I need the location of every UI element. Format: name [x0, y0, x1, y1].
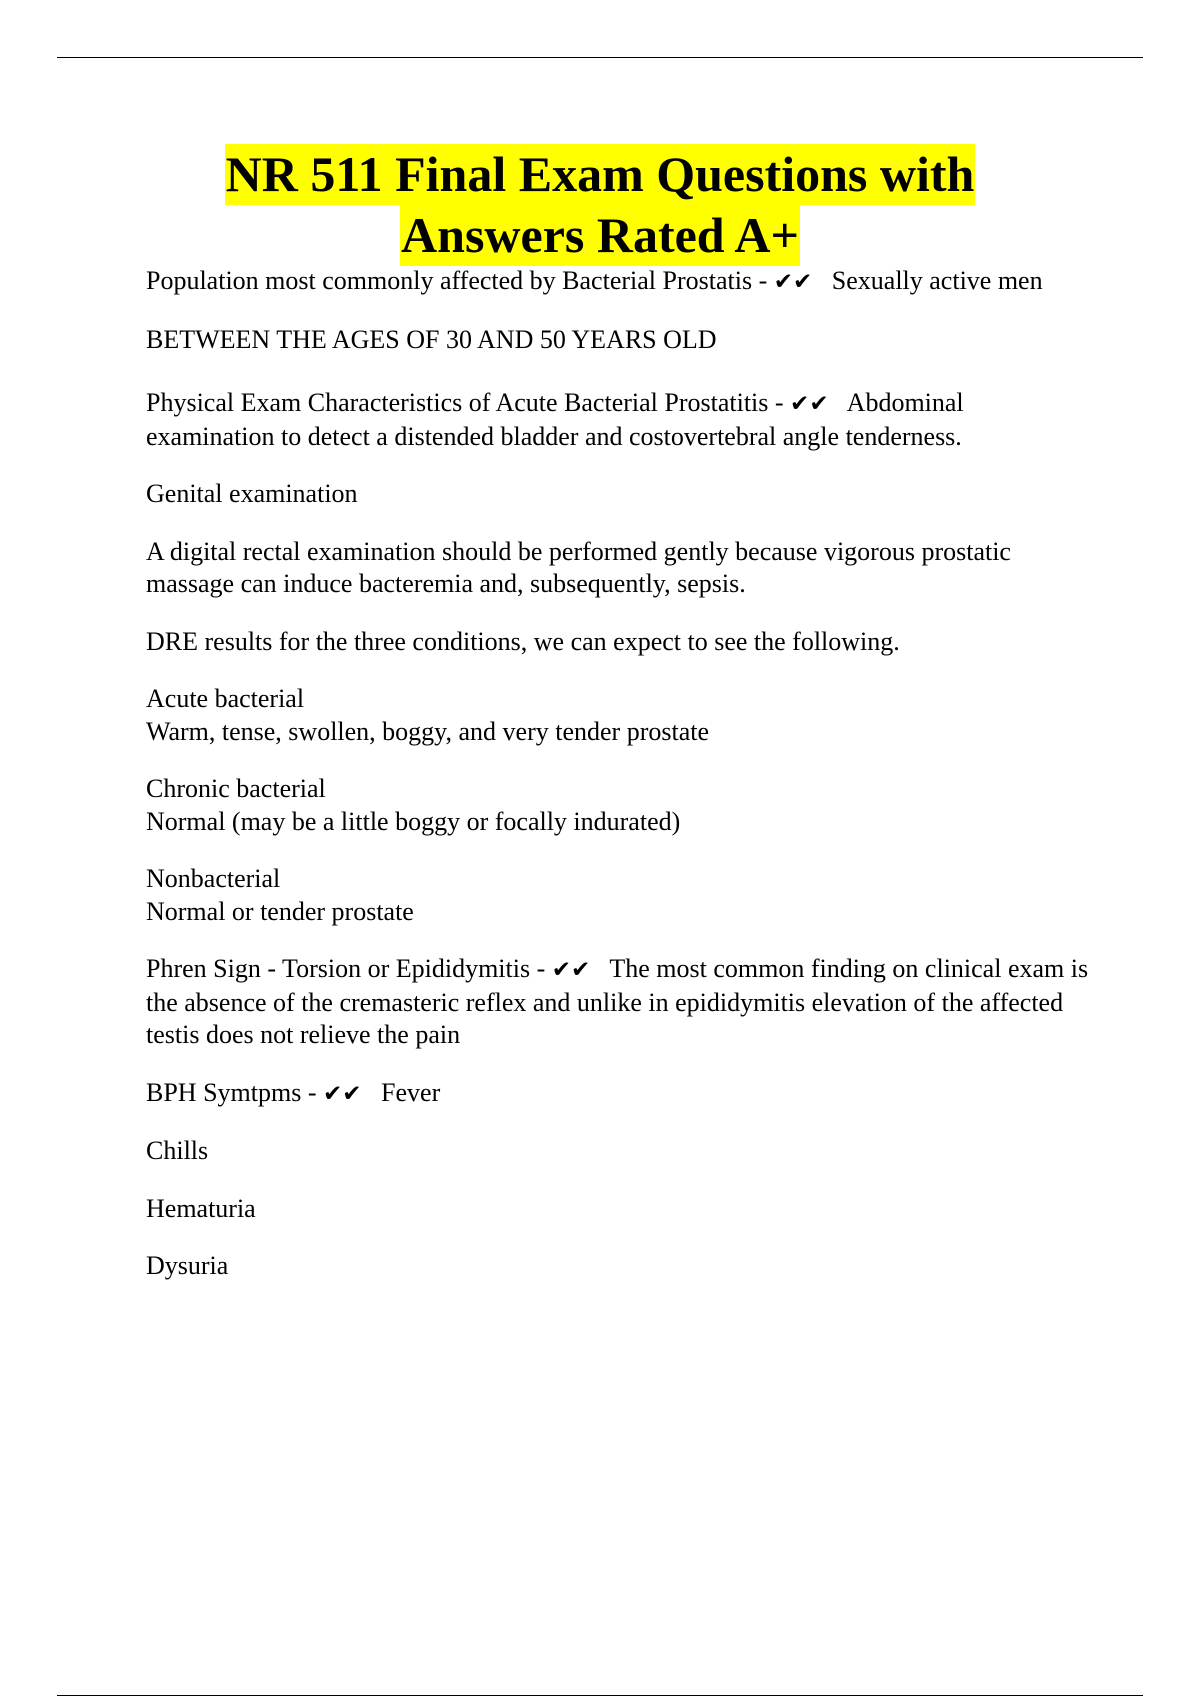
- answer-text: Abdominal examination to detect a distended bladder and costovertebral angle tenderness.: [146, 388, 971, 451]
- condition-name: Acute bacterial: [146, 684, 305, 713]
- condition-chronic: [146, 773, 1096, 838]
- symptom-item: Dysuria: [146, 1251, 229, 1280]
- document-body: [146, 265, 1096, 1283]
- document-title: [0, 144, 1200, 266]
- symptom-item: Chills: [146, 1136, 209, 1165]
- qa-entry-phren-sign: [146, 953, 1096, 1052]
- condition-name: Nonbacterial: [146, 864, 281, 893]
- title-line-1: NR 511 Final Exam Questions with: [225, 144, 976, 205]
- question-text: Phren Sign - Torsion or Epididymitis -: [146, 954, 546, 983]
- title-line-2: Answers Rated A+: [400, 205, 800, 266]
- answer-text: The most common finding on clinical exam is the absence of the cremasteric reflex and unlike in epididymitis elevation of the affected testis does not relieve the pain: [146, 954, 1095, 1049]
- top-rule: [57, 57, 1143, 58]
- answer-text: Sexually active men: [831, 266, 1043, 295]
- condition-finding: Normal or tender prostate: [146, 896, 414, 926]
- qa-entry-population: [146, 265, 1096, 299]
- answer-text: Fever: [381, 1077, 441, 1107]
- qa-entry-physical-exam: [146, 387, 1096, 453]
- double-check-icon: ✔✔: [551, 957, 591, 983]
- condition-nonbacterial: [146, 863, 1096, 928]
- paragraph-dre-results: DRE results for the three conditions, we can expect to see the following.: [146, 626, 900, 656]
- answer-continuation: BETWEEN THE AGES OF 30 AND 50 YEARS OLD: [146, 324, 717, 354]
- condition-finding: Warm, tense, swollen, boggy, and very tender prostate: [146, 716, 709, 746]
- question-text: Physical Exam Characteristics of Acute Bacterial Prostatitis -: [146, 388, 784, 417]
- question-text: Population most commonly affected by Bacterial Prostatis -: [146, 266, 768, 295]
- symptom-item: Hematuria: [146, 1193, 256, 1223]
- condition-name: Chronic bacterial: [146, 774, 326, 803]
- double-check-icon: ✔✔: [323, 1080, 362, 1107]
- paragraph-genital-exam: Genital examination: [146, 479, 358, 508]
- paragraph-dre: A digital rectal examination should be performed gently because vigorous prostatic massage can induce bacteremia and, subsequently, sepsis.: [146, 536, 1018, 598]
- bottom-rule: [57, 1695, 1143, 1696]
- double-check-icon: ✔✔: [790, 391, 829, 417]
- condition-acute: [146, 683, 1096, 748]
- question-text: BPH Symtpms -: [146, 1077, 317, 1107]
- double-check-icon: ✔✔: [773, 269, 813, 295]
- condition-finding: Normal (may be a little boggy or focally indurated): [146, 806, 681, 836]
- qa-entry-bph-symptoms: [146, 1077, 1096, 1111]
